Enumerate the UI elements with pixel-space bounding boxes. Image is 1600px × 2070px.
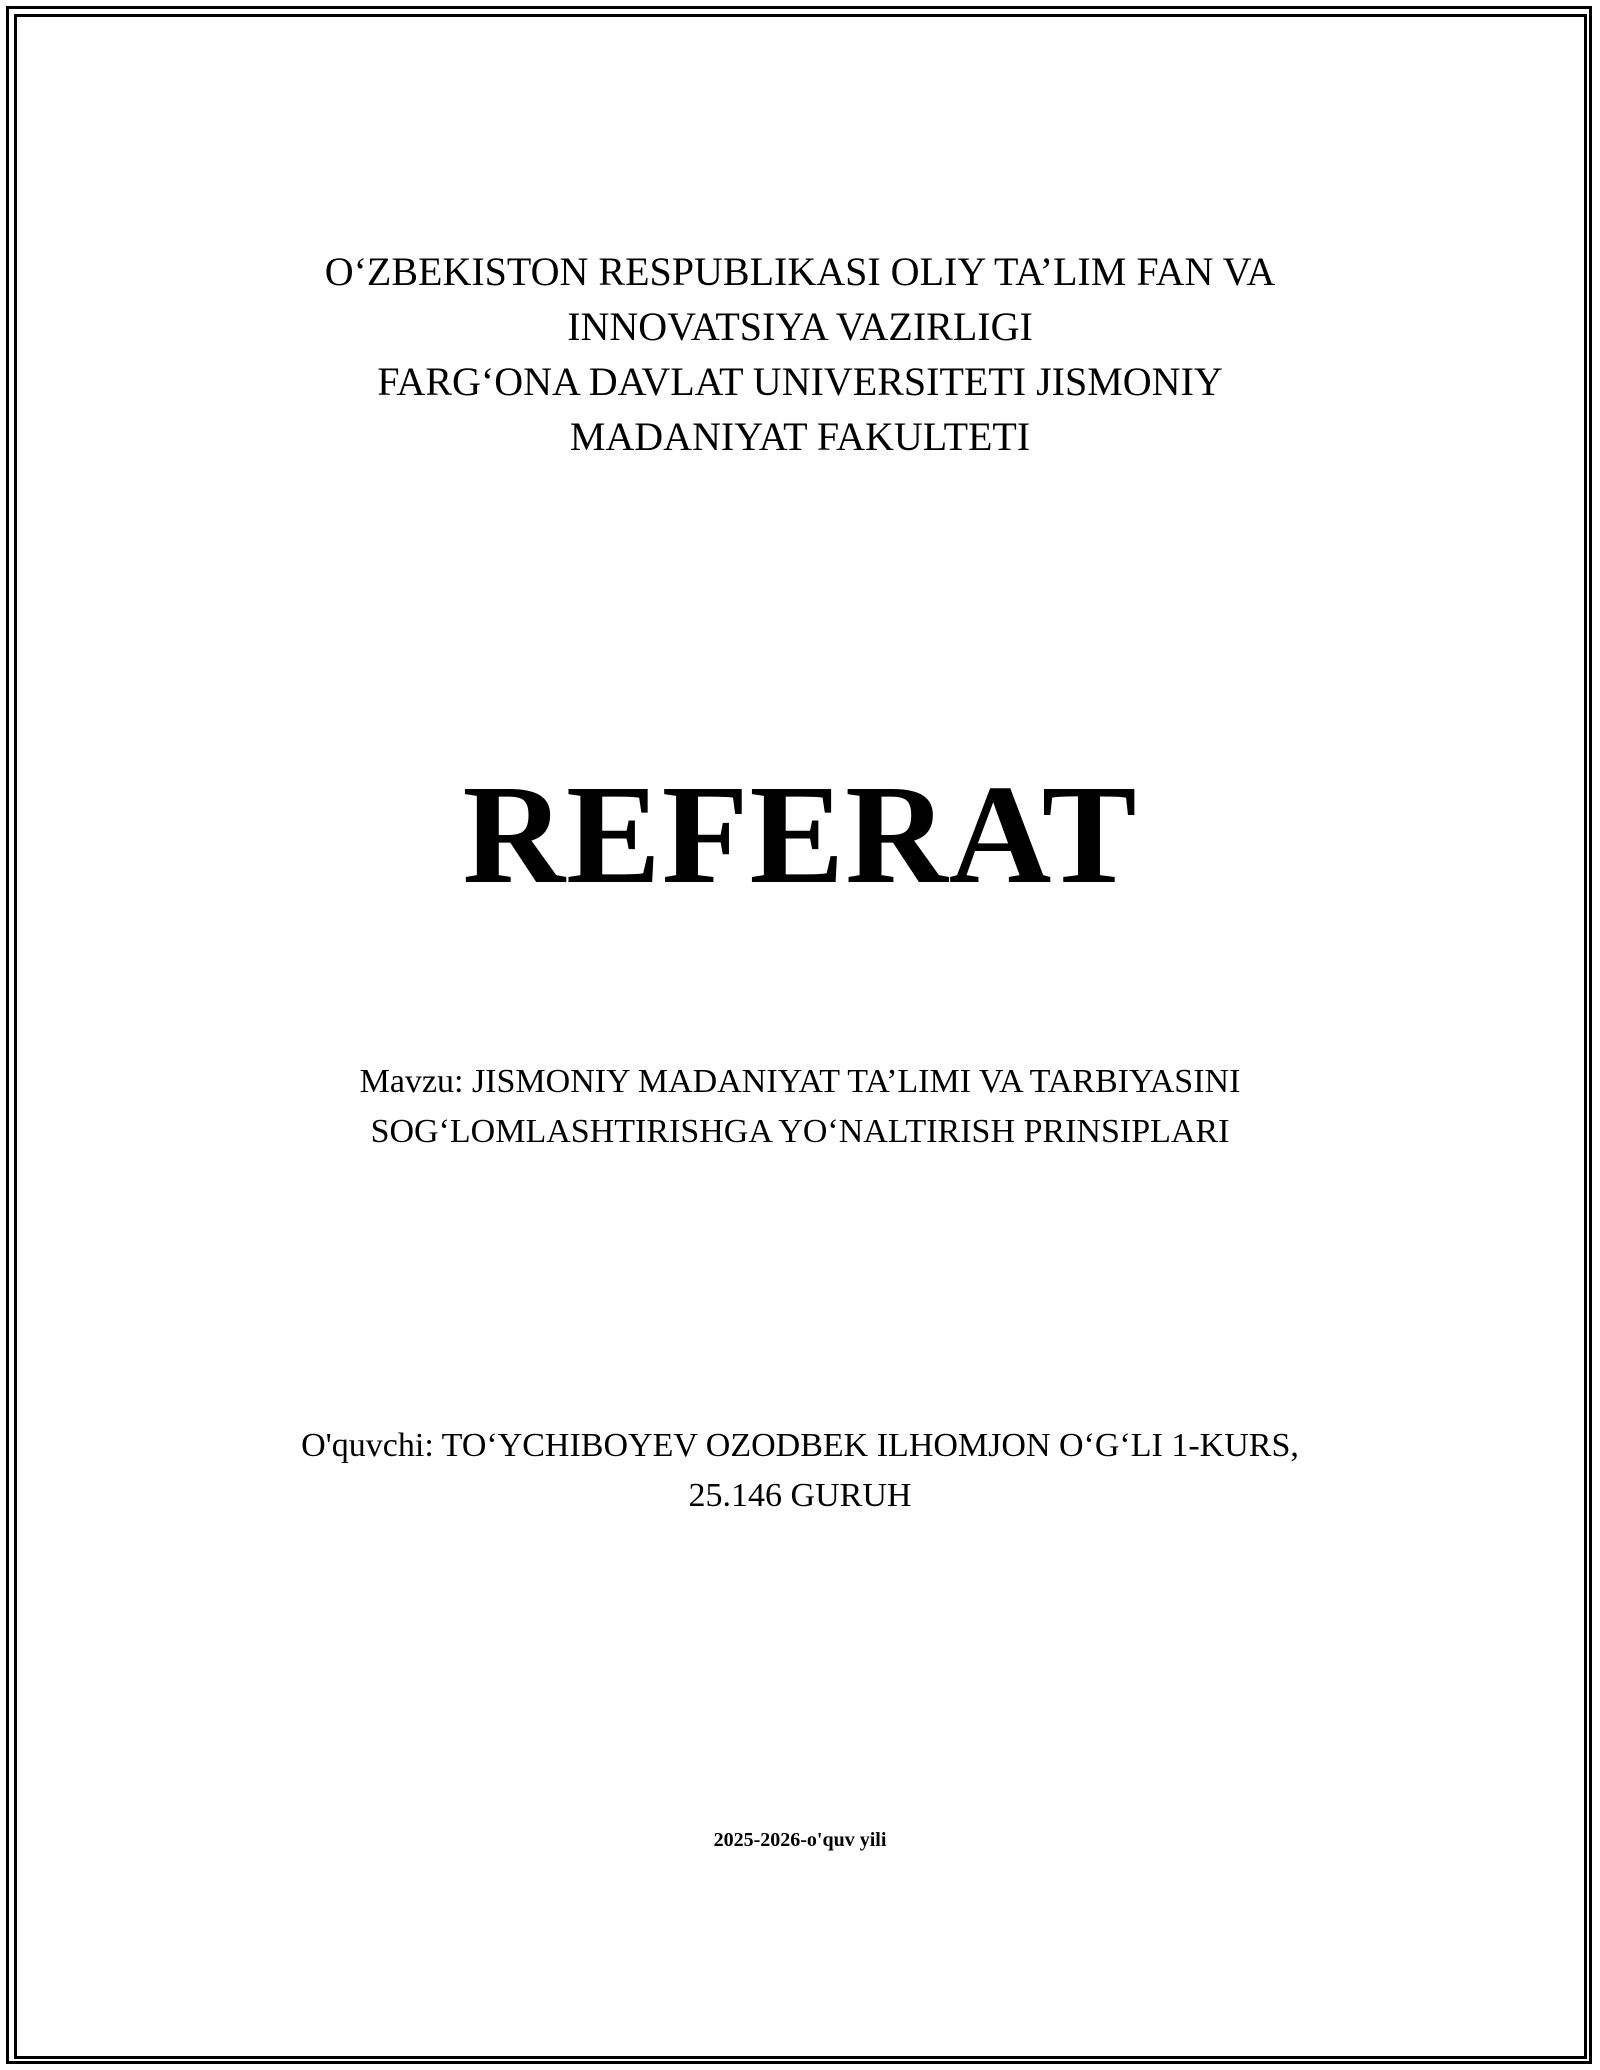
topic-block: [0, 1057, 1600, 1157]
student-line-2: 25.146 GURUH: [688, 1477, 912, 1514]
document-title: REFERAT: [462, 755, 1138, 913]
academic-year: 2025-2026-o'quv yili: [713, 1829, 887, 1851]
ministry-line-2: INNOVATSIYA VAZIRLIGI: [567, 304, 1033, 349]
student-block: [0, 1421, 1600, 1521]
student-line-1: O'quvchi: TO‘YCHIBOYEV OZODBEK ILHOMJON O‘G‘LI 1-KURS,: [301, 1427, 1299, 1464]
topic-line-2: SOG‘LOMLASHTIRISHGA YO‘NALTIRISH PRINSIPLARI: [370, 1113, 1230, 1150]
faculty-line-2: MADANIYAT FAKULTETI: [569, 414, 1031, 459]
ministry-line-1: O‘ZBEKISTON RESPUBLIKASI OLIY TA’LIM FAN VA: [324, 249, 1276, 294]
topic-line-1: Mavzu: JISMONIY MADANIYAT TA’LIMI VA TARBIYASINI: [359, 1063, 1241, 1100]
faculty-line-1: FARG‘ONA DAVLAT UNIVERSITETI JISMONIY: [377, 359, 1223, 404]
ministry-header: [0, 244, 1600, 464]
